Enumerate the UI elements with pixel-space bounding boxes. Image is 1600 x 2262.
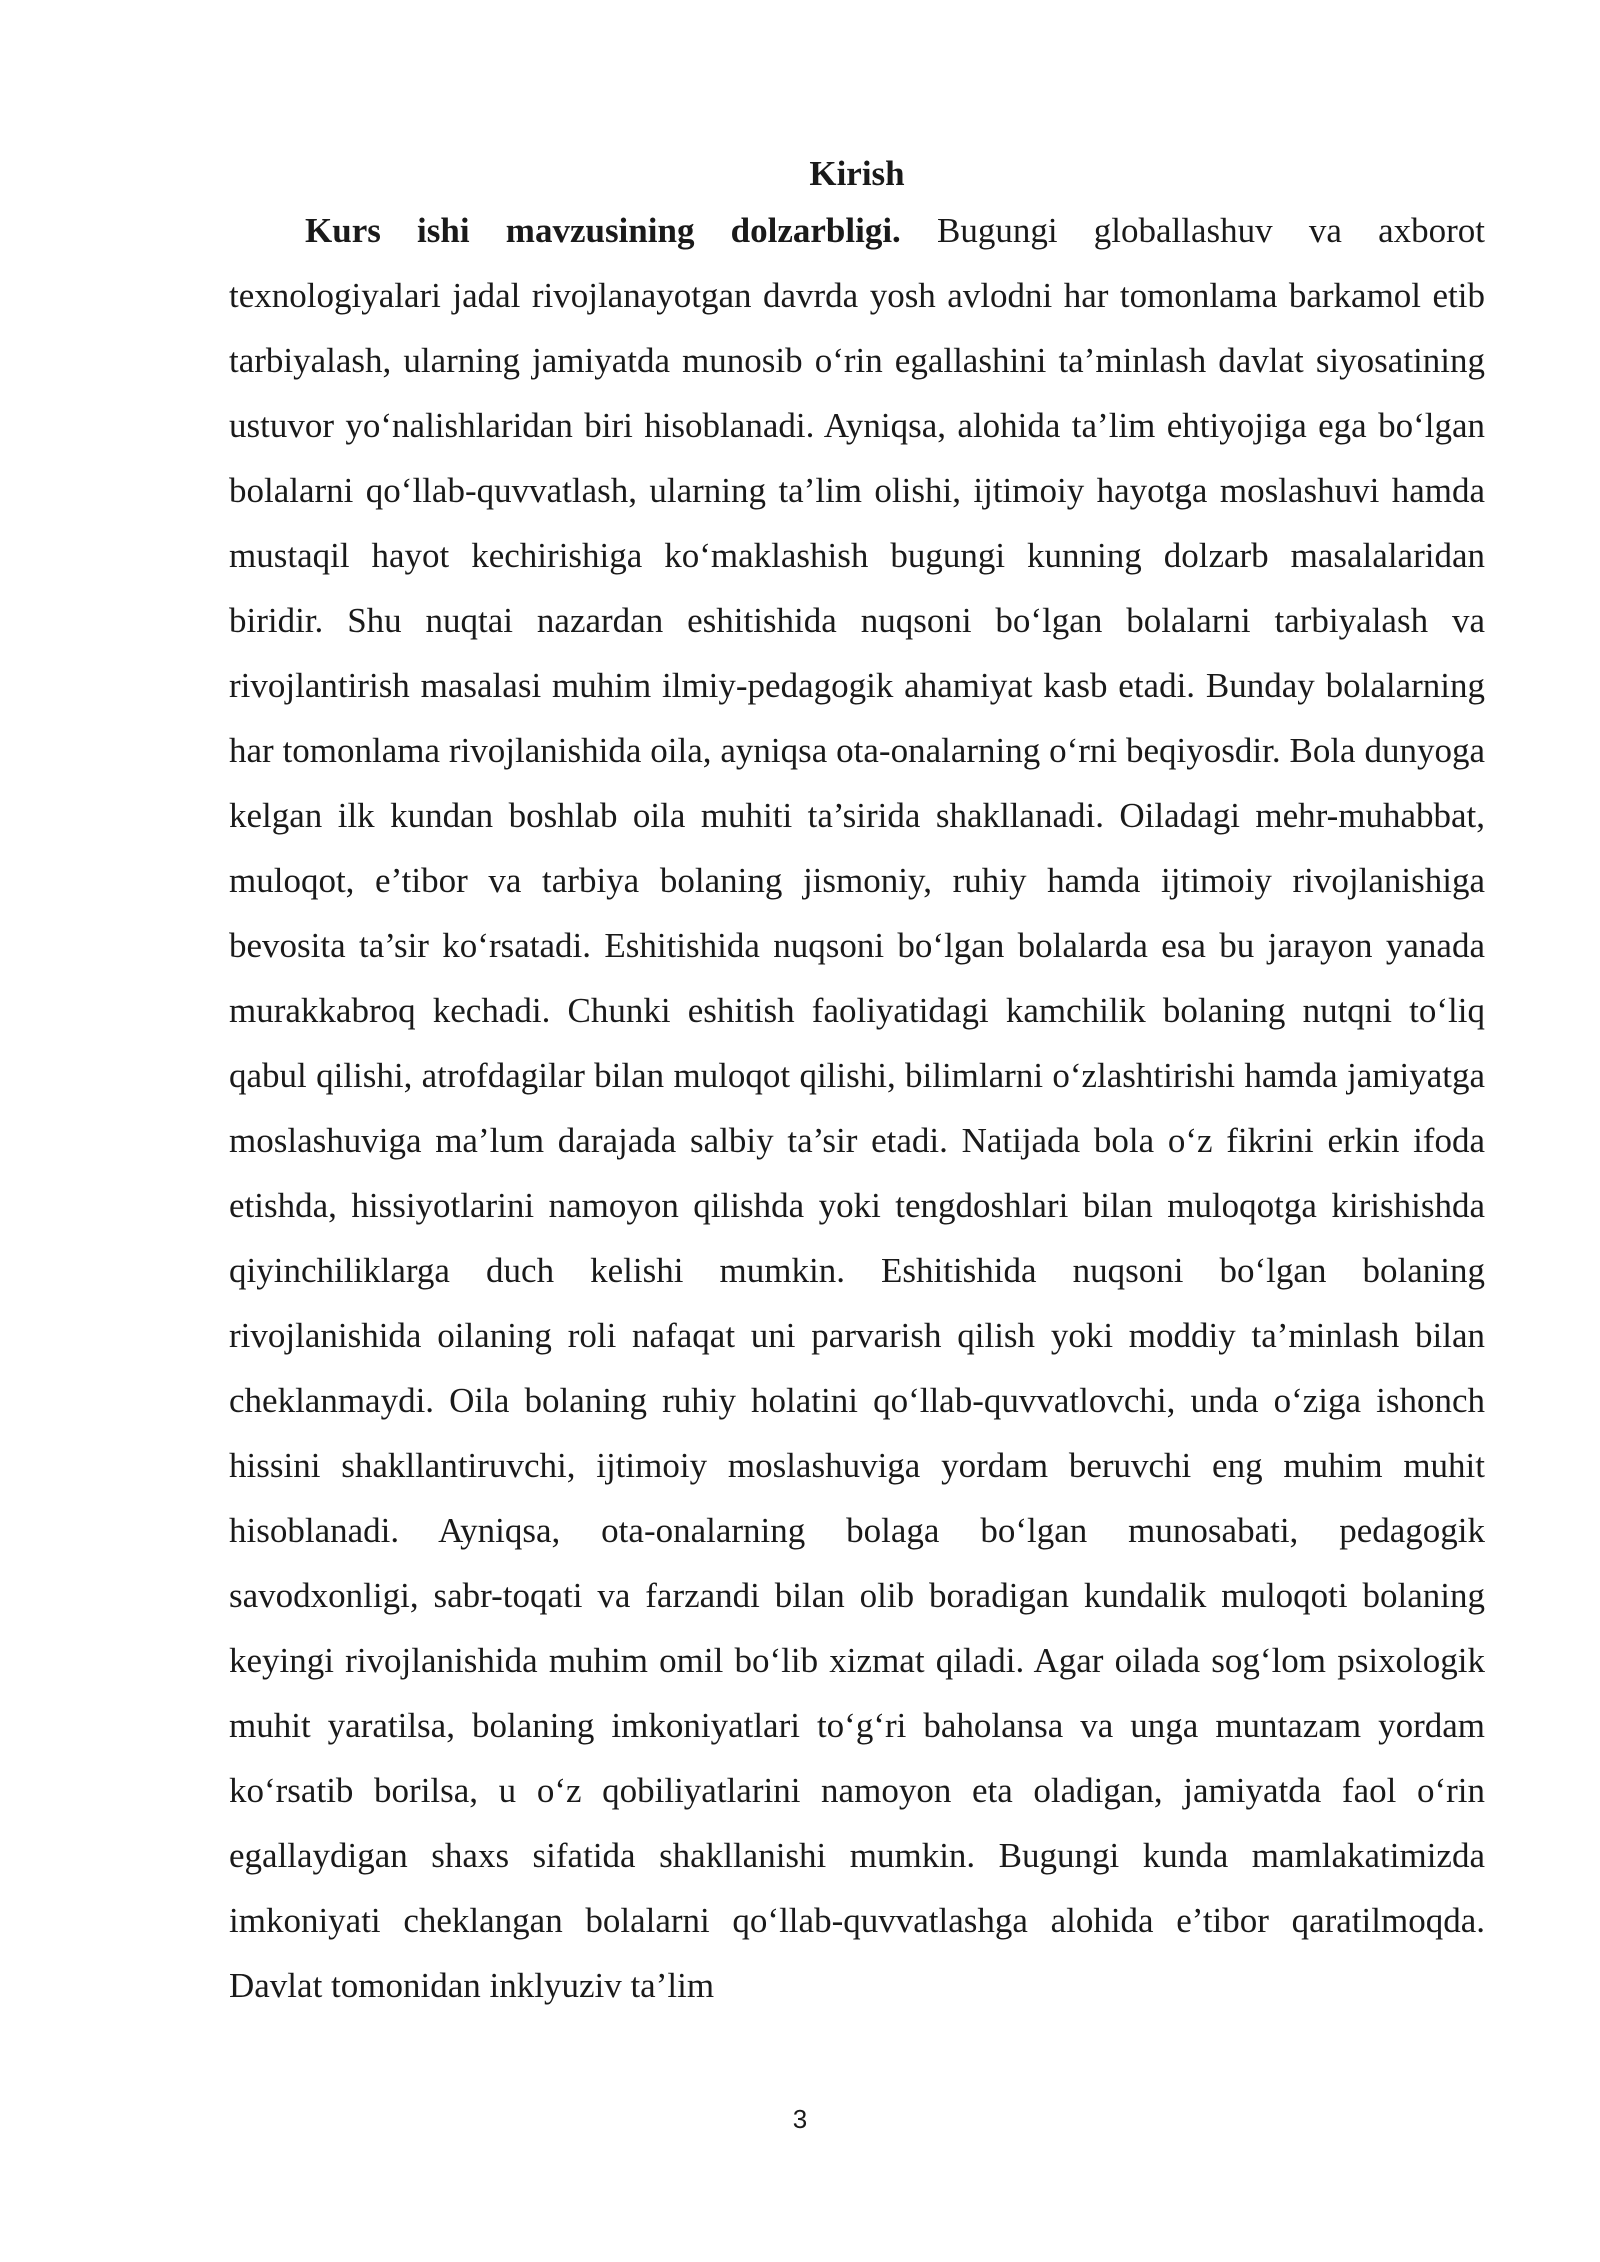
body-paragraph: [229, 198, 1485, 2018]
paragraph-lead: Kurs ishi mavzusining dolzarbligi.: [305, 211, 901, 250]
paragraph-text: Bugungi globallashuv va axborot texnologiyalari jadal rivojlanayotgan davrda yosh avlodni har tomonlama barkamol etib tarbiyalash, ularning jamiyatda munosib o‘rin egallashini ta’minlash davlat siyosatining ustuvor yo‘nalishlaridan biri hisoblanadi. Ayniqsa, alohida ta’lim ehtiyojiga ega bo‘lgan bolalarni qo‘llab-quvvatlash, ularning ta’lim olishi, ijtimoiy hayotga moslashuvi hamda mustaqil hayot kechirishiga ko‘maklashish bugungi kunning dolzarb masalalaridan biridir. Shu nuqtai nazardan eshitishida nuqsoni bo‘lgan bolalarni tarbiyalash va rivojlantirish masalasi muhim ilmiy-pedagogik ahamiyat kasb etadi. Bunday bolalarning har tomonlama rivojlanishida oila, ayniqsa ota-onalarning o‘rni beqiyosdir. Bola dunyoga kelgan ilk kundan boshlab oila muhiti ta’sirida shakllanadi. Oiladagi mehr-muhabbat, muloqot, e’tibor va tarbiya bolaning jismoniy, ruhiy hamda ijtimoiy rivojlanishiga bevosita ta’sir ko‘rsatadi. Eshitishida nuqsoni bo‘lgan bolalarda esa bu jarayon yanada murakkabroq kechadi. Chunki eshitish faoliyatidagi kamchilik bolaning nutqni to‘liq qabul qilishi, atrofdagilar bilan muloqot qilishi, bilimlarni o‘zlashtirishi hamda jamiyatga moslashuviga ma’lum darajada salbiy ta’sir etadi. Natijada bola o‘z fikrini erkin ifoda etishda, hissiyotlarini namoyon qilishda yoki tengdoshlari bilan muloqotga kirishishda qiyinchiliklarga duch kelishi mumkin. Eshitishida nuqsoni bo‘lgan bolaning rivojlanishida oilaning roli nafaqat uni parvarish qilish yoki moddiy ta’minlash bilan cheklanmaydi. Oila bolaning ruhiy holatini qo‘llab-quvvatlovchi, unda o‘ziga ishonch hissini shakllantiruvchi, ijtimoiy moslashuviga yordam beruvchi eng muhim muhit hisoblanadi. Ayniqsa, ota-onalarning bolaga bo‘lgan munosabati, pedagogik savodxonligi, sabr-toqati va farzandi bilan olib boradigan kundalik muloqoti bolaning keyingi rivojlanishida muhim omil bo‘lib xizmat qiladi. Agar oilada sog‘lom psixologik muhit yaratilsa, bolaning imkoniyatlari to‘g‘ri baholansa va unga muntazam yordam ko‘rsatib borilsa, u o‘z qobiliyatlarini namoyon eta oladigan, jamiyatda faol o‘rin egallaydigan shaxs sifatida shakllanishi mumkin. Bugungi kunda mamlakatimizda imkoniyati cheklangan bolalarni qo‘llab-quvvatlashga alohida e’tibor qaratilmoqda. Davlat tomonidan inklyuziv ta’lim: [229, 211, 1485, 2005]
page-number: 3: [792, 2104, 808, 2134]
page-content: [229, 150, 1485, 2018]
section-heading: Kirish: [809, 154, 905, 193]
